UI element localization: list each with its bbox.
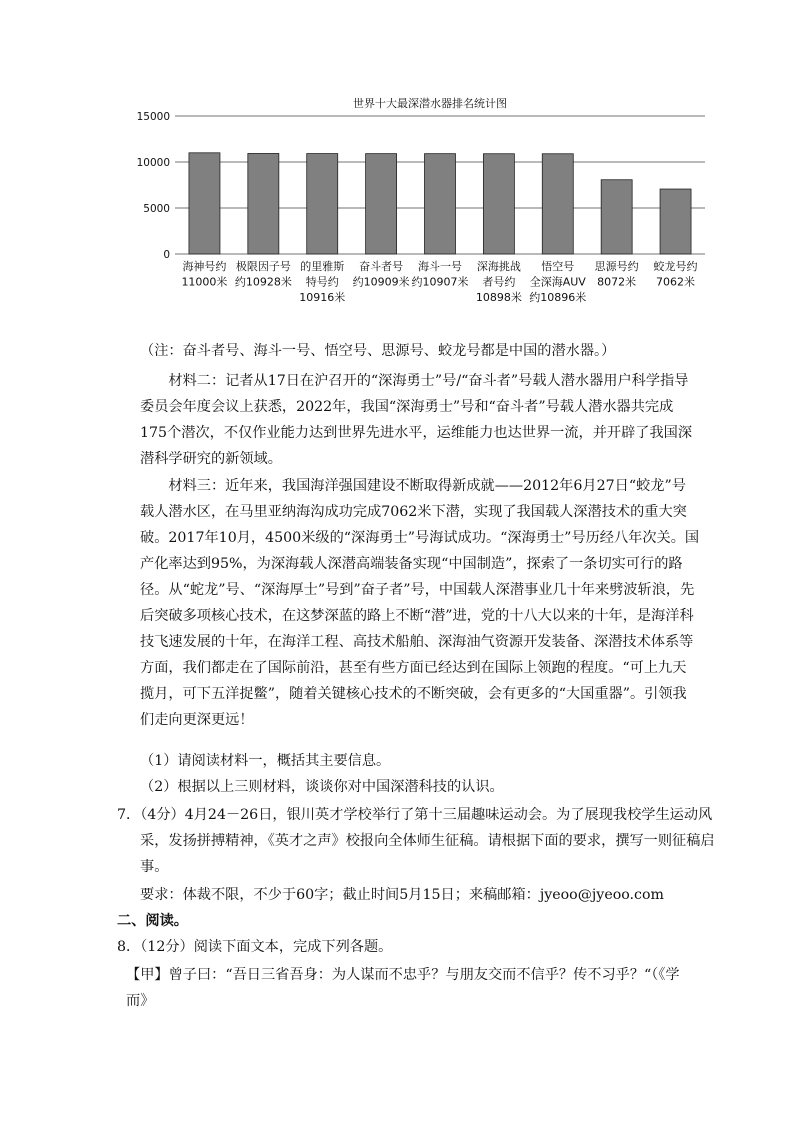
bar	[601, 180, 632, 254]
x-tick-label: 约10907米	[411, 275, 469, 289]
x-tick-label: 11000米	[181, 275, 228, 289]
material-two: 材料二：记者从17日在沪召开的“深海勇士”号/“奋斗者”号载人潜水器用户科学指导委员会年度会议上获悉，2022年，我国“深海勇士”号和“奋斗者”号载人潜水器共完成175个潜次，不仅作业能力达到世界先进水平，运维能力也达世界一流，并开辟了我国深潜科学研究的新领域。	[140, 373, 693, 467]
x-tick-label: 特号约	[305, 275, 339, 289]
bar	[483, 154, 514, 254]
x-tick-label: 海斗一号	[418, 260, 462, 273]
question-2: （2）根据以上三则材料，谈谈你对中国深潜科技的认识。	[140, 779, 504, 795]
y-tick-label: 5000	[143, 203, 170, 215]
x-tick-label: 深海挑战	[476, 260, 521, 273]
x-tick-label: 极限因子号	[235, 260, 291, 273]
x-tick-label: 奋斗者号	[359, 260, 404, 273]
chart-title: 世界十大最深潜水器排名统计图	[353, 97, 507, 110]
x-tick-label: 约10896米	[529, 291, 587, 304]
bar	[307, 154, 338, 254]
x-tick-label: 10898米	[475, 291, 522, 304]
question-1: （1）请阅读材料一，概括其主要信息。	[140, 753, 391, 769]
section-heading: 二、阅读。	[117, 913, 188, 929]
material-three: 材料三：近年来，我国海洋强国建设不断取得新成就——2012年6月27日“蛟龙”号载人潜水区，在马里亚纳海沟成功完成7062米下潜，实现了我国载人深潜技术的重大突破。2017年10月，4500米级的“深海勇士”号海试成功。“深海勇士”号历经八年次关。国产化率达到95%，为深海载人深潜高端装备实现“中国制造”，探索了一条切实可行的路径。从“蛇龙”号、“深海厚士”号到”奋子者”号，中国载人深潜事业几十年来劈波斩浪，先后突破多项核心技术，在这梦深蓝的路上不断“潜”进，党的十八大以来的十年，是海洋科技飞速发展的十年，在海洋工程、高技术船舶、深海油气资源开发装备、深潜技术体系等方面，我们都走在了国际前沿，甚至有些方面已经达到在国际上领跑的程度。“可上九天揽月，可下五洋捉鳖”，随着关键核心技术的不断突破，会有更多的“大国重器”。引领我们走向更深更远！	[140, 478, 700, 728]
bar-chart	[130, 90, 720, 320]
bar	[366, 154, 397, 254]
passage-jia: 【甲】曾子曰：“吾日三省吾身：为人谋而不忠乎？与朋友交而不信乎？传不习乎？“（《学而》	[126, 967, 680, 1009]
x-tick-label: 全深海AUV	[529, 275, 586, 289]
y-tick-label: 0	[163, 249, 170, 261]
bar	[660, 189, 691, 254]
x-tick-label: 10916米	[299, 291, 346, 304]
y-tick-label: 10000	[136, 157, 170, 169]
bar	[189, 153, 220, 254]
x-tick-label: 悟空号	[541, 260, 575, 273]
x-tick-label: 思源号约	[594, 260, 639, 273]
question-7: 7．（4分）4月24－26日，银川英才学校举行了第十三届趣味运动会。为了展现我校学生运动风采，发扬拼搏精神，《英才之声》校报向全体师生征稿。请根据下面的要求，撰写一则征稿启事。	[117, 807, 715, 875]
question-7-requirements: 要求：体裁不限，不少于60字；截止时间5月15日；来稿邮箱：jyeoo@jyeoo.com	[140, 887, 664, 903]
bar	[425, 154, 456, 254]
chart-svg	[130, 90, 720, 320]
x-tick-label: 者号约	[482, 275, 516, 289]
x-tick-label: 8072米	[597, 275, 637, 289]
y-tick-label: 15000	[136, 111, 170, 123]
bar	[248, 153, 279, 254]
x-tick-label: 蛟龙号约	[653, 260, 698, 273]
x-tick-label: 海神号约	[182, 260, 227, 273]
bar	[542, 154, 573, 254]
x-tick-label: 约10928米	[234, 275, 292, 289]
x-tick-label: 的里雅斯	[300, 260, 345, 273]
question-8: 8．（12分）阅读下面文本，完成下列各题。	[117, 939, 393, 955]
x-tick-label: 7062米	[656, 275, 696, 289]
chart-note: （注：奋斗者号、海斗一号、悟空号、思源号、蛟龙号都是中国的潜水器。）	[140, 343, 616, 359]
x-tick-label: 约10909米	[352, 275, 410, 289]
